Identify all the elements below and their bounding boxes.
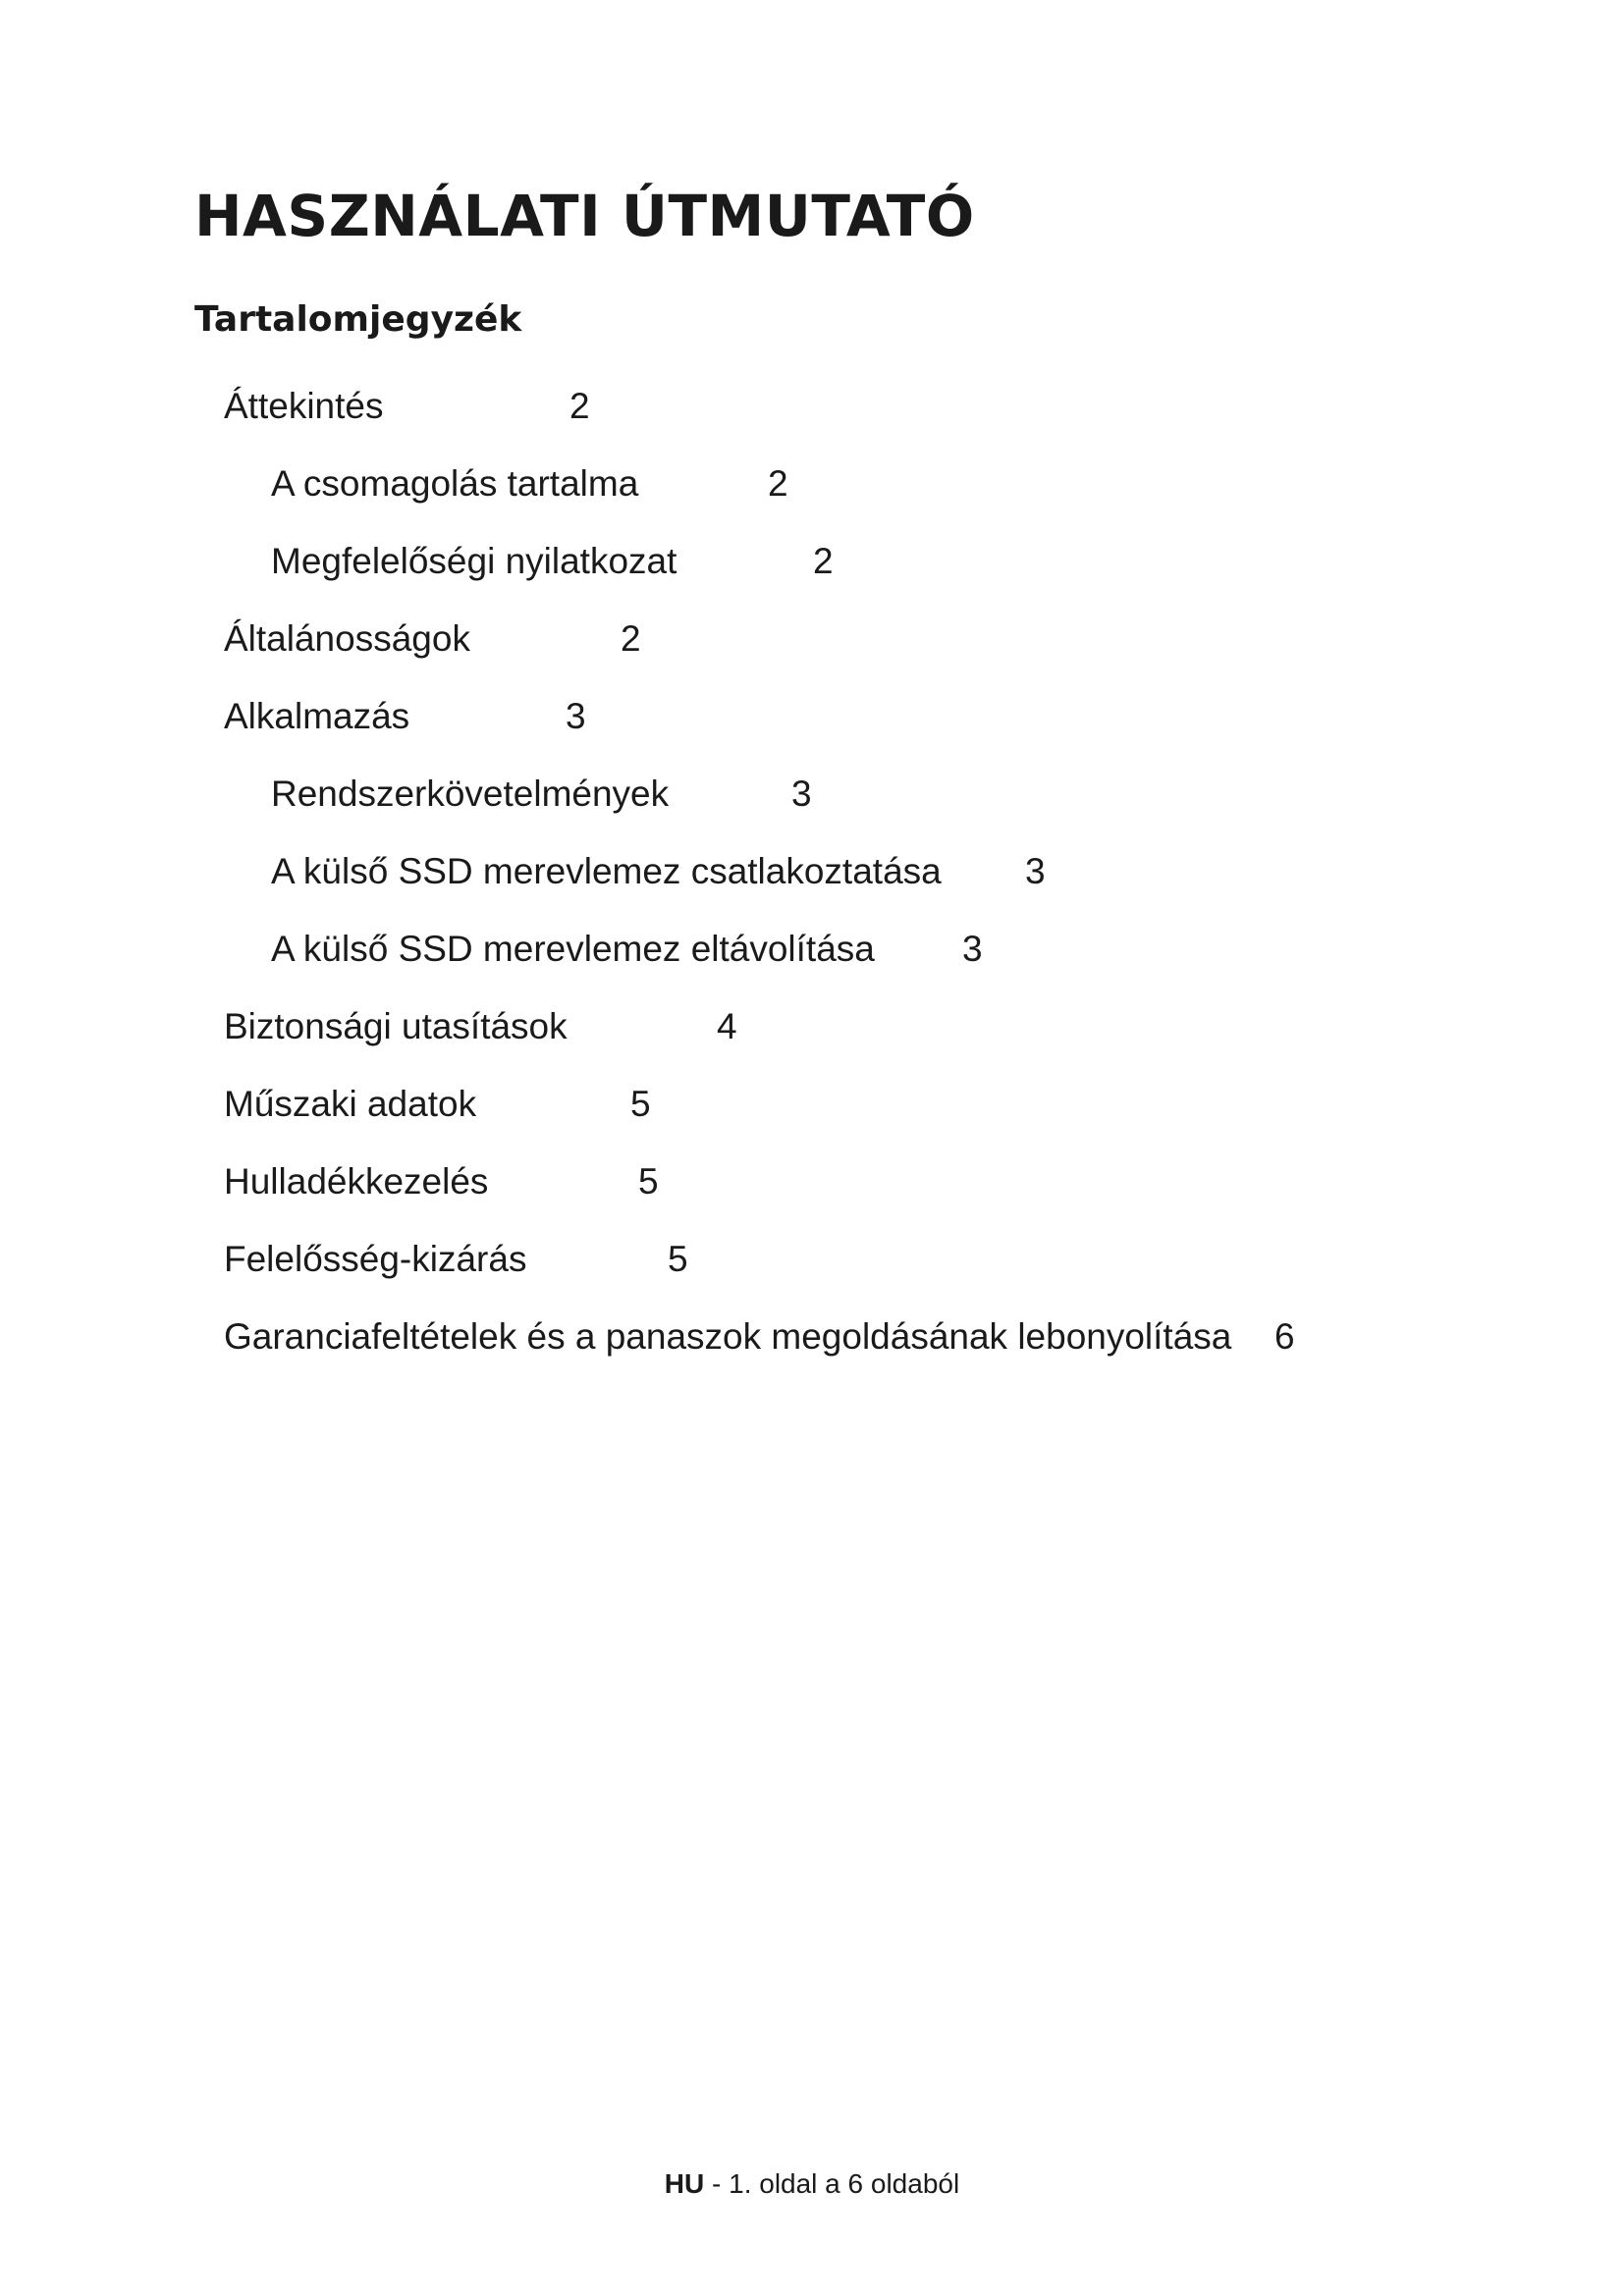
toc-entry[interactable] xyxy=(224,1154,659,1209)
toc-entry-page: 5 xyxy=(638,1161,659,1201)
toc-entry[interactable] xyxy=(224,1309,1295,1364)
footer-language-code: HU xyxy=(664,2168,705,2199)
toc-entry-label: Felelősség-kizárás xyxy=(224,1239,527,1279)
toc-entry-page: 3 xyxy=(1025,851,1046,891)
toc-entry-label: A külső SSD merevlemez csatlakoztatása xyxy=(271,851,942,891)
page-title: HASZNÁLATI ÚTMUTATÓ xyxy=(194,183,975,249)
toc-entry-page: 5 xyxy=(668,1239,688,1279)
toc-entry[interactable] xyxy=(224,689,586,744)
toc-entry-label: Áttekintés xyxy=(224,386,384,426)
toc-entry-page: 2 xyxy=(569,386,590,426)
toc-entry-label: Általánosságok xyxy=(224,618,470,659)
toc-entry-page: 3 xyxy=(566,696,586,736)
page-footer xyxy=(0,2164,1624,2204)
toc-entry-page: 4 xyxy=(717,1006,737,1046)
toc-entry[interactable] xyxy=(224,1232,688,1287)
toc-entry-label: A külső SSD merevlemez eltávolítása xyxy=(271,929,875,969)
toc-entry[interactable] xyxy=(224,1077,651,1132)
toc-entry[interactable] xyxy=(271,534,834,589)
toc-entry-label: Megfelelőségi nyilatkozat xyxy=(271,541,677,581)
toc-entry-label: Műszaki adatok xyxy=(224,1084,477,1124)
toc-entry[interactable] xyxy=(271,922,983,977)
footer-page-info: - 1. oldal a 6 oldaból xyxy=(704,2168,960,2199)
toc-entry-page: 3 xyxy=(962,929,983,969)
toc-entry-label: A csomagolás tartalma xyxy=(271,463,639,504)
toc-entry-page: 3 xyxy=(791,774,812,814)
toc-entry-label: Biztonsági utasítások xyxy=(224,1006,568,1046)
toc-entry[interactable] xyxy=(224,379,590,434)
toc-entry[interactable] xyxy=(271,767,812,822)
toc-entry-page: 5 xyxy=(630,1084,651,1124)
toc-entry-page: 2 xyxy=(768,463,788,504)
toc-entry-label: Hulladékkezelés xyxy=(224,1161,489,1201)
toc-entry-page: 2 xyxy=(813,541,834,581)
toc-entry-label: Alkalmazás xyxy=(224,696,410,736)
toc-entry-page: 6 xyxy=(1274,1316,1295,1357)
toc-entry[interactable] xyxy=(224,612,641,667)
toc-entry-label: Garanciafeltételek és a panaszok megoldásának lebonyolítása xyxy=(224,1316,1232,1357)
toc-entry-label: Rendszerkövetelmények xyxy=(271,774,670,814)
toc-entry[interactable] xyxy=(271,844,1046,899)
toc-entry[interactable] xyxy=(224,999,737,1054)
toc-heading: Tartalomjegyzék xyxy=(194,299,522,340)
toc-entry[interactable] xyxy=(271,456,788,511)
toc-entry-page: 2 xyxy=(621,618,641,659)
